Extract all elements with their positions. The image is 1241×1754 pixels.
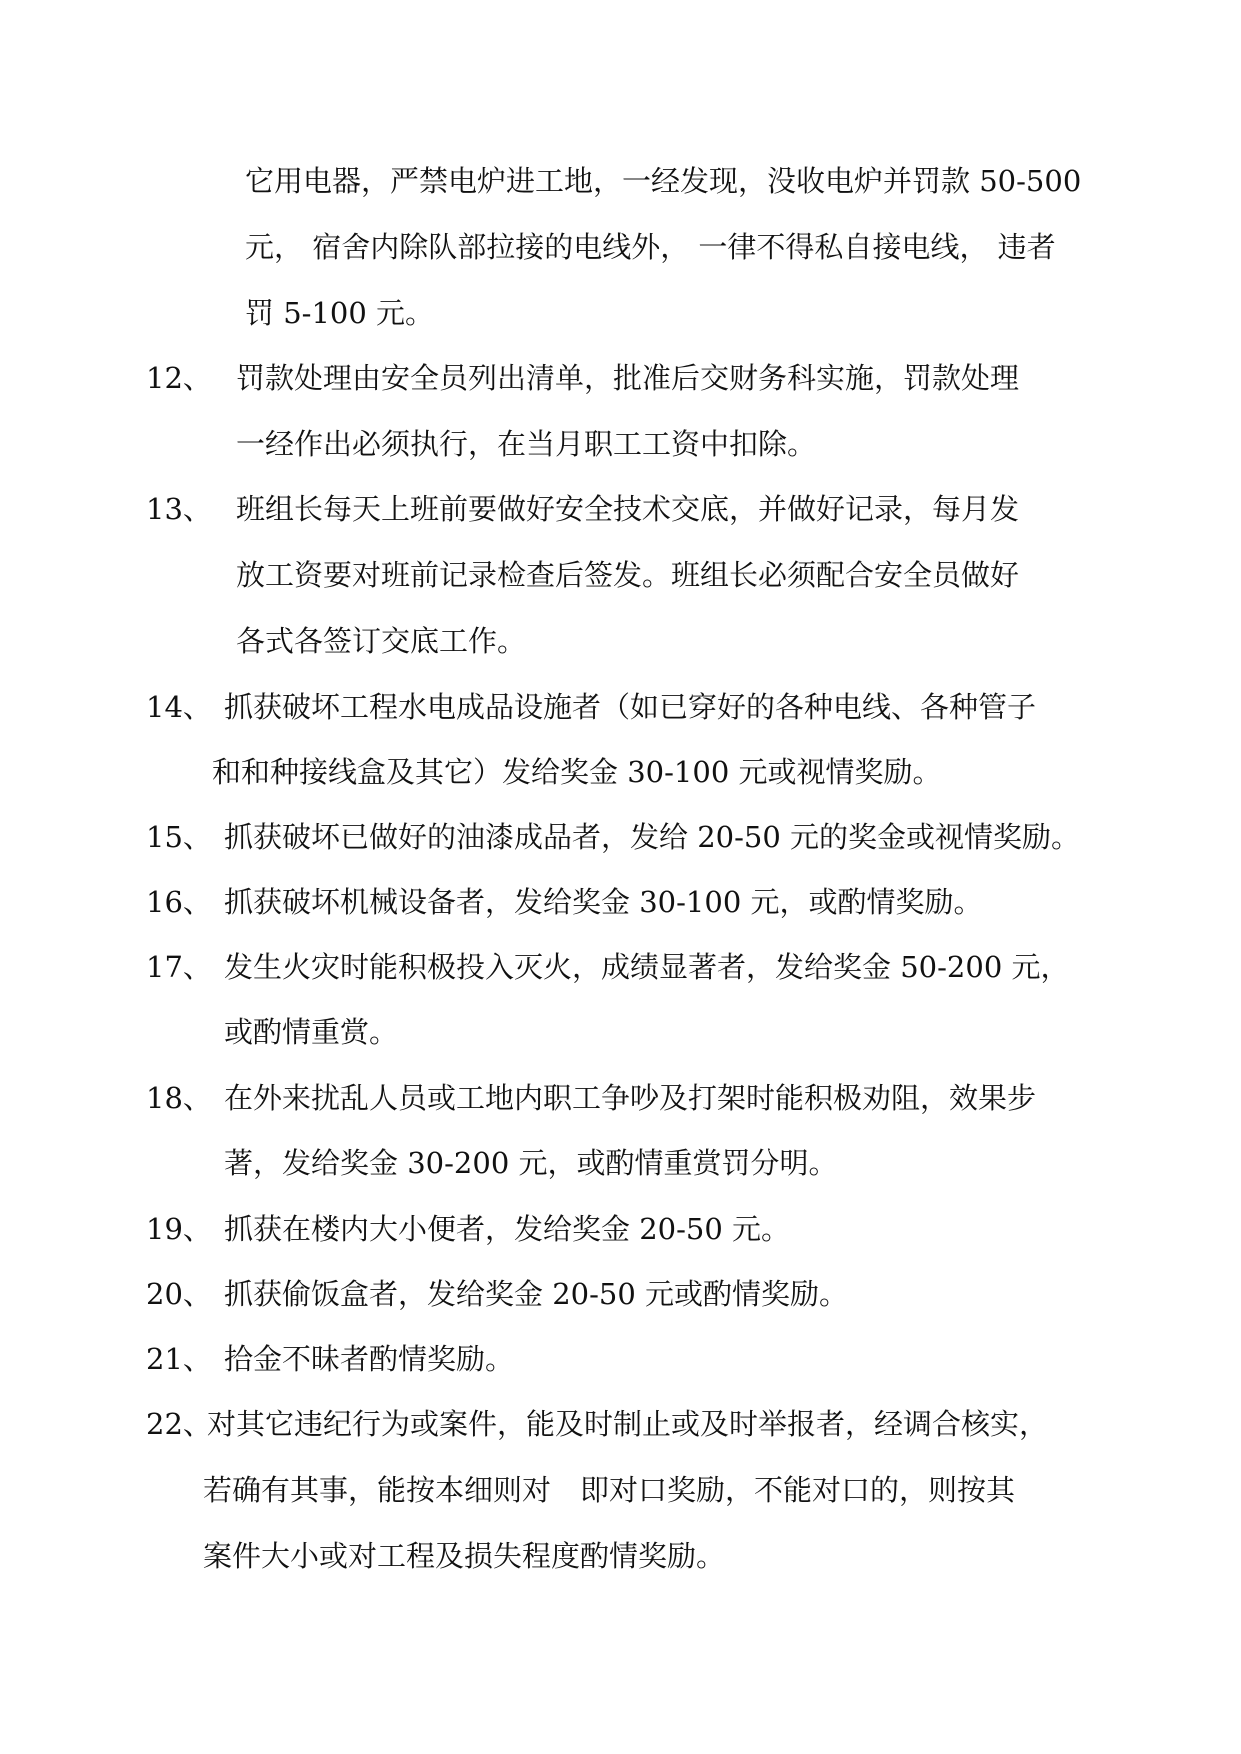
item-number: 17、: [146, 950, 212, 984]
item-number: 18、: [146, 1081, 212, 1115]
text-line: 若确有其事，能按本细则对 即对口奖励，不能对口的，则按其: [203, 1473, 1016, 1507]
text-line: 抓获破坏机械设备者，发给奖金 30-100 元，或酌情奖励。: [224, 885, 983, 919]
text-line: 和和种接线盒及其它）发给奖金 30-100 元或视情奖励。: [212, 755, 942, 789]
text-line: 或酌情重赏。: [224, 1015, 399, 1049]
text-line: 罚 5-100 元。: [245, 296, 435, 330]
item-number: 12、: [146, 361, 212, 395]
text-line: 抓获在楼内大小便者，发给奖金 20-50 元。: [224, 1212, 791, 1246]
text-line: 发生火灾时能积极投入灭火，成绩显著者，发给奖金 50-200 元，: [224, 950, 1070, 984]
item-number: 14、: [146, 690, 212, 724]
text-line: 对其它违纪行为或案件，能及时制止或及时举报者，经调合核实，: [207, 1407, 1049, 1441]
text-line: 案件大小或对工程及损失程度酌情奖励。: [203, 1539, 726, 1573]
item-number: 16、: [146, 885, 212, 919]
text-line: 班组长每天上班前要做好安全技术交底，并做好记录，每月发: [236, 492, 1020, 526]
text-line: 抓获破坏工程水电成品设施者（如已穿好的各种电线、各种管子: [224, 690, 1037, 724]
text-line: 著，发给奖金 30-200 元，或酌情重赏罚分明。: [224, 1146, 838, 1180]
item-number: 13、: [146, 492, 212, 526]
text-line: 各式各签订交底工作。: [236, 624, 527, 658]
item-number: 20、: [146, 1277, 212, 1311]
text-line: 拾金不昧者酌情奖励。: [224, 1342, 515, 1376]
text-line: 在外来扰乱人员或工地内职工争吵及打架时能积极劝阻，效果步: [224, 1081, 1037, 1115]
text-line: 一经作出必须执行，在当月职工工资中扣除。: [236, 427, 817, 461]
text-line: 罚款处理由安全员列出清单，批准后交财务科实施，罚款处理: [236, 361, 1020, 395]
item-number: 15、: [146, 820, 212, 854]
text-line: 它用电器，严禁电炉进工地，一经发现，没收电炉并罚款 50-500: [245, 164, 1082, 198]
text-line: 放工资要对班前记录检查后签发。班组长必须配合安全员做好: [236, 558, 1020, 592]
text-line: 元， 宿舍内除队部拉接的电线外， 一律不得私自接电线， 违者: [245, 230, 1056, 264]
text-line: 抓获偷饭盒者，发给奖金 20-50 元或酌情奖励。: [224, 1277, 849, 1311]
item-number: 21、: [146, 1342, 212, 1376]
item-number: 22、: [146, 1407, 212, 1441]
item-number: 19、: [146, 1212, 212, 1246]
text-line: 抓获破坏已做好的油漆成品者，发给 20-50 元的奖金或视情奖励。: [224, 820, 1081, 854]
